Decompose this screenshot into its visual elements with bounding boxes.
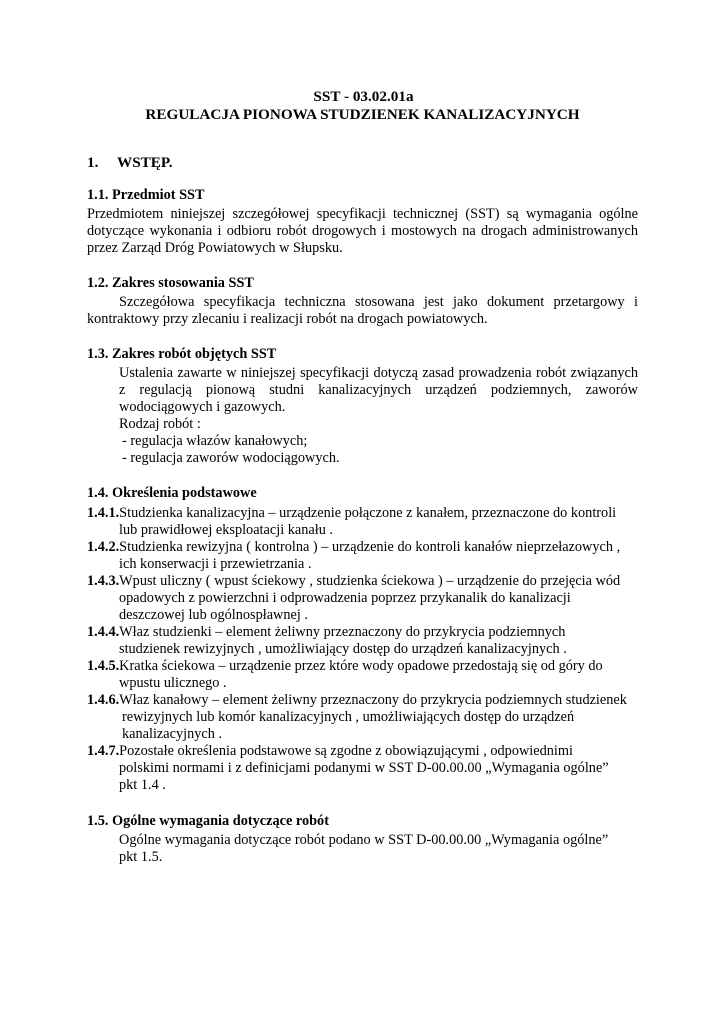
definition-item bbox=[87, 539, 638, 556]
definition-line: Studzienka kanalizacyjna – urządzenie połączone z kanałem, przeznaczone do kontroli bbox=[119, 505, 617, 521]
subsection-heading-subject: 1.1. Przedmiot SST bbox=[87, 187, 205, 203]
section-heading-intro bbox=[87, 154, 638, 172]
definition-item bbox=[87, 692, 638, 709]
definition-continuation: studzienek rewizyjnych , umożliwiający dostęp do urządzeń kanalizacyjnych . bbox=[119, 641, 567, 657]
definition-continuation: rewizyjnych lub komór kanalizacyjnych , umożliwiających dostęp do urządzeń bbox=[122, 709, 575, 725]
paragraph-line: pkt 1.5. bbox=[119, 849, 163, 865]
definition-number: 1.4.1. bbox=[87, 505, 120, 521]
section-number: 1. bbox=[87, 154, 99, 171]
definition-continuation: polskimi normami i z definicjami podanymi w SST D-00.00.00 „Wymagania ogólne” bbox=[119, 760, 609, 776]
subsection-heading-general-requirements: 1.5. Ogólne wymagania dotyczące robót bbox=[87, 813, 329, 829]
subsection-heading-scope: 1.2. Zakres stosowania SST bbox=[87, 275, 254, 291]
definition-number: 1.4.3. bbox=[87, 573, 120, 589]
works-scope-paragraph bbox=[119, 365, 638, 416]
definition-continuation: lub prawidłowej eksploatacji kanału . bbox=[119, 522, 333, 538]
subsection-heading-definitions: 1.4. Określenia podstawowe bbox=[87, 485, 257, 501]
subsection-heading-works-scope: 1.3. Zakres robót objętych SST bbox=[87, 346, 277, 362]
definition-continuation: pkt 1.4 . bbox=[119, 777, 166, 793]
definition-number: 1.4.2. bbox=[87, 539, 120, 555]
definition-line: Właz studzienki – element żeliwny przeznaczony do przykrycia podziemnych bbox=[119, 624, 566, 640]
definition-line: Wpust uliczny ( wpust ściekowy , studzienka ściekowa ) – urządzenie do przejęcia wód bbox=[119, 573, 621, 589]
definition-continuation: ich konserwacji i przewietrzania . bbox=[119, 556, 312, 572]
paragraph-line: przez Zarząd Dróg Powiatowych w Słupsku. bbox=[87, 240, 343, 256]
paragraph-line: Ustalenia zawarte w niniejszej specyfikacji dotyczą zasad prowadzenia robót bbox=[119, 365, 567, 381]
definition-continuation: wpustu ulicznego . bbox=[119, 675, 227, 691]
definition-item bbox=[87, 743, 638, 760]
definition-number: 1.4.5. bbox=[87, 658, 120, 674]
paragraph-line: Ogólne wymagania dotyczące robót podano w SST D-00.00.00 „Wymagania ogólne” bbox=[119, 832, 609, 848]
paragraph-line: związanych z regulacją pionową studni kanalizacyjnych urządzeń podziemnych, bbox=[119, 365, 638, 398]
definition-line: Kratka ściekowa – urządzenie przez które wody opadowe przedostają się od góry do bbox=[119, 658, 603, 674]
paragraph-line: Szczegółowa specyfikacja techniczna stosowana jest jako dokument przetargowy i bbox=[119, 294, 638, 310]
paragraph-line: Przedmiotem niniejszej szczegółowej specyfikacji technicznej (SST) są wymagania ogólne bbox=[87, 206, 638, 222]
definition-item bbox=[87, 624, 638, 641]
definition-item bbox=[87, 658, 638, 675]
definition-number: 1.4.6. bbox=[87, 692, 120, 708]
paragraph-line: kontraktowy przy zlecaniu i realizacji robót na drogach powiatowych. bbox=[87, 311, 488, 327]
list-item: - regulacja zaworów wodociągowych. bbox=[122, 450, 340, 466]
definition-line: Studzienka rewizyjna ( kontrolna ) – urządzenie do kontroli kanałów nieprzełazowych , bbox=[119, 539, 621, 555]
document-content bbox=[87, 88, 638, 866]
paragraph-line: zaworów wodociągowych i gazowych. bbox=[119, 382, 638, 415]
list-item: - regulacja włazów kanałowych; bbox=[122, 433, 308, 449]
definition-number: 1.4.4. bbox=[87, 624, 120, 640]
definition-number: 1.4.7. bbox=[87, 743, 120, 759]
general-requirements-block bbox=[119, 832, 638, 866]
works-scope-block bbox=[119, 365, 638, 467]
definition-item bbox=[87, 505, 638, 522]
scope-paragraph bbox=[87, 294, 638, 328]
definition-item bbox=[87, 573, 638, 590]
spec-code-title: SST - 03.02.01a bbox=[313, 88, 414, 105]
definition-continuation: deszczowej lub ogólnospławnej . bbox=[119, 607, 308, 623]
paragraph-line: dotyczące wykonania i odbioru robót drogowych i mostowych na drogach administrowanych bbox=[87, 223, 638, 239]
definition-continuation: opadowych z powierzchni i odprowadzenia poprzez przykanalik do kanalizacji bbox=[119, 590, 571, 606]
definition-continuation: kanalizacyjnych . bbox=[122, 726, 223, 742]
definition-text bbox=[119, 505, 638, 522]
definition-line: Właz kanałowy – element żeliwny przeznaczony do przykrycia podziemnych studzienek bbox=[119, 692, 627, 708]
kinds-label: Rodzaj robót : bbox=[119, 416, 201, 432]
section-label: WSTĘP. bbox=[117, 154, 173, 171]
definition-line: Pozostałe określenia podstawowe są zgodne z obowiązującymi , odpowiednimi bbox=[119, 743, 573, 759]
spec-main-title: REGULACJA PIONOWA STUDZIENEK KANALIZACYJNYCH bbox=[145, 106, 580, 123]
subject-paragraph bbox=[87, 206, 638, 257]
